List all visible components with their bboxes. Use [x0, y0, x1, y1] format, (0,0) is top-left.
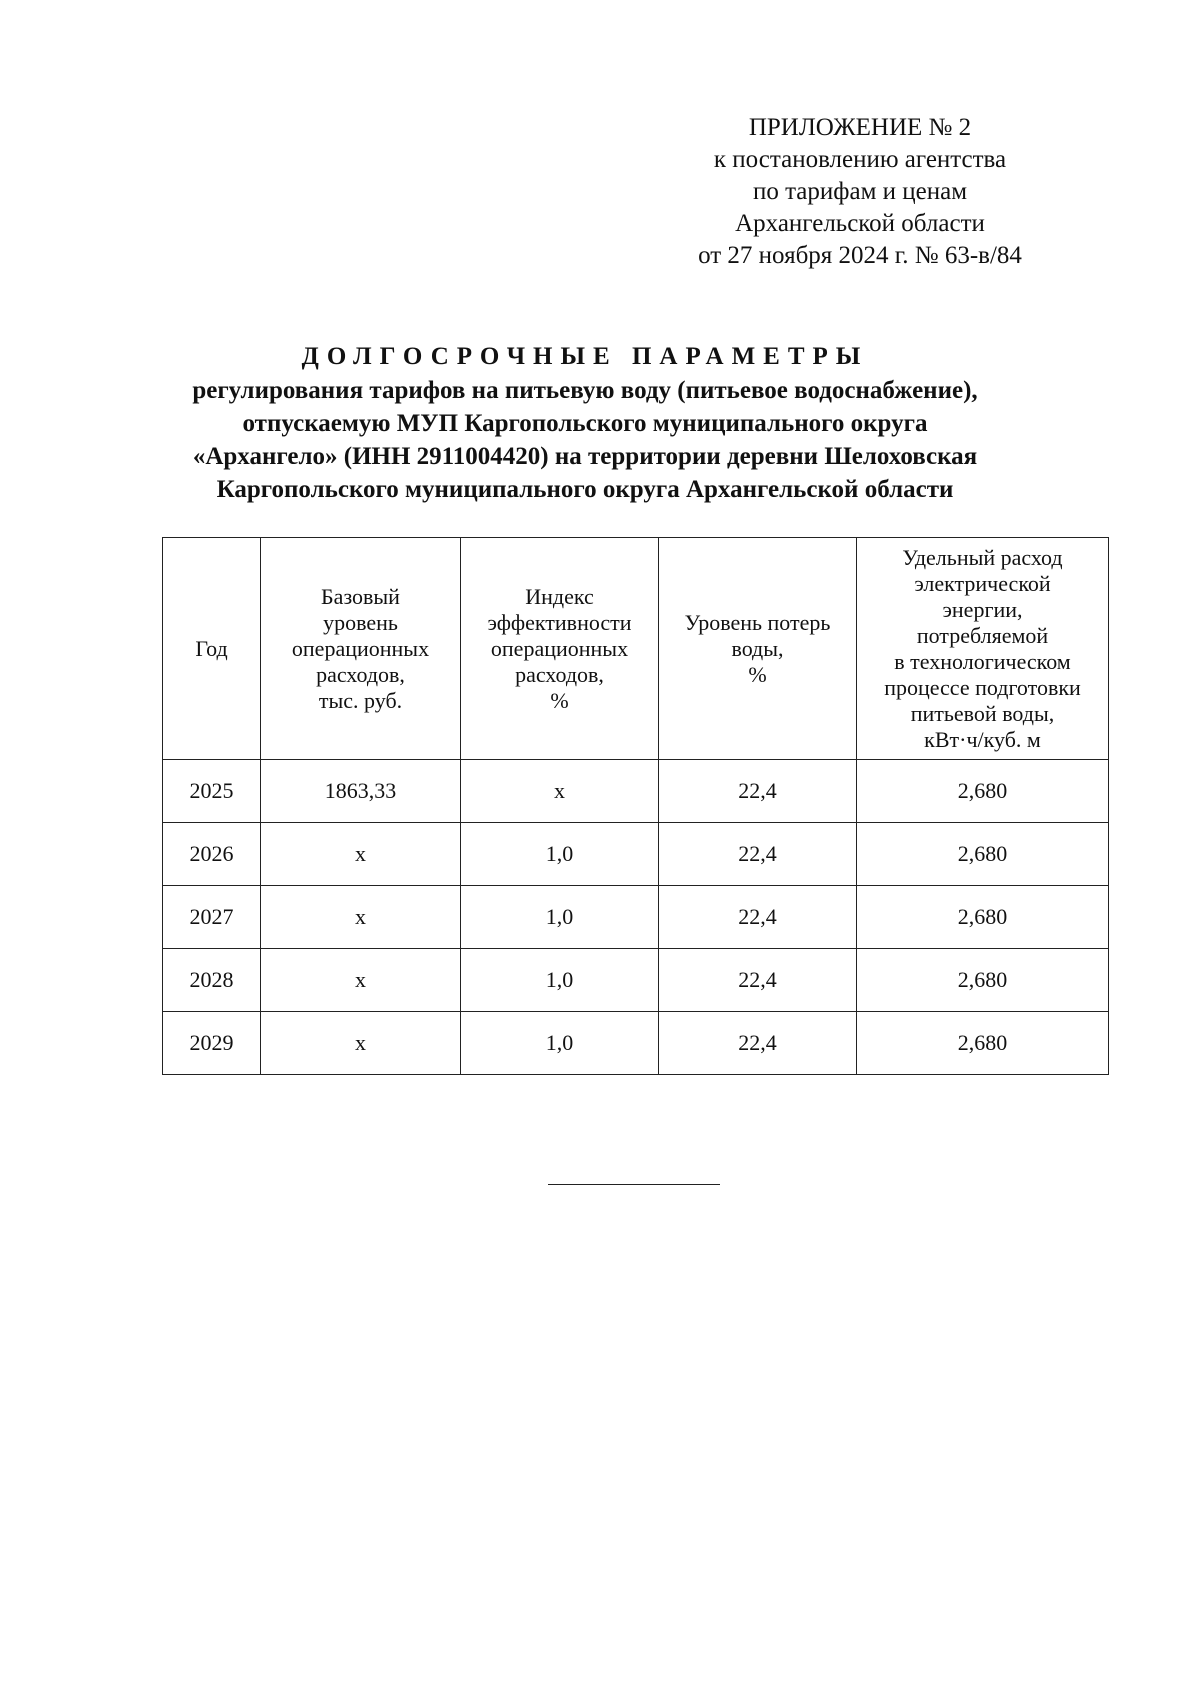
table-row [163, 886, 1109, 949]
header-efficiency-index: Индекс эффективности операционных расходов, % [461, 538, 659, 760]
cell-energy-consumption: 2,680 [857, 886, 1109, 949]
appendix-reference: к постановлению агентства [713, 146, 1007, 173]
table-row [163, 949, 1109, 1012]
cell-base-opex: х [261, 949, 461, 1012]
table-row [163, 760, 1109, 823]
appendix-agency: по тарифам и ценам [752, 178, 968, 205]
cell-water-loss: 22,4 [659, 949, 857, 1012]
cell-efficiency-index: 1,0 [461, 949, 659, 1012]
cell-water-loss: 22,4 [659, 886, 857, 949]
appendix-block [600, 112, 1120, 272]
table-header-row [163, 538, 1109, 760]
cell-year: 2028 [163, 949, 261, 1012]
cell-efficiency-index: х [461, 760, 659, 823]
header-base-opex: Базовый уровень операционных расходов, тыс. руб. [261, 538, 461, 760]
cell-water-loss: 22,4 [659, 823, 857, 886]
cell-base-opex: х [261, 886, 461, 949]
cell-energy-consumption: 2,680 [857, 949, 1109, 1012]
table-row [163, 1012, 1109, 1075]
cell-year: 2027 [163, 886, 261, 949]
header-water-loss: Уровень потерь воды, % [659, 538, 857, 760]
cell-water-loss: 22,4 [659, 1012, 857, 1075]
title-line: отпускаемую МУП Каргопольского муниципального округа [242, 410, 928, 437]
parameters-table [162, 537, 1109, 1075]
cell-efficiency-index: 1,0 [461, 1012, 659, 1075]
cell-energy-consumption: 2,680 [857, 823, 1109, 886]
cell-base-opex: 1863,33 [261, 760, 461, 823]
cell-year: 2029 [163, 1012, 261, 1075]
title-line: «Архангело» (ИНН 2911004420) на территории деревни Шелоховская [192, 443, 978, 470]
end-divider [548, 1184, 720, 1185]
header-year: Год [163, 538, 261, 760]
cell-efficiency-index: 1,0 [461, 886, 659, 949]
cell-base-opex: х [261, 823, 461, 886]
cell-energy-consumption: 2,680 [857, 760, 1109, 823]
title-heading: ДОЛГОСРОЧНЫЕ ПАРАМЕТРЫ [301, 343, 869, 370]
header-energy-consumption: Удельный расход электрической энергии, потребляемой в технологическом процессе подготовки питьевой воды, кВт·ч/куб. м [857, 538, 1109, 760]
cell-energy-consumption: 2,680 [857, 1012, 1109, 1075]
title-line: Каргопольского муниципального округа Архангельской области [216, 476, 954, 503]
appendix-date: от 27 ноября 2024 г. № 63-в/84 [698, 242, 1022, 269]
table-row [163, 823, 1109, 886]
appendix-region: Архангельской области [735, 210, 985, 237]
document-title [80, 340, 1090, 506]
cell-efficiency-index: 1,0 [461, 823, 659, 886]
cell-water-loss: 22,4 [659, 760, 857, 823]
appendix-number: ПРИЛОЖЕНИЕ № 2 [748, 114, 972, 141]
cell-base-opex: х [261, 1012, 461, 1075]
cell-year: 2025 [163, 760, 261, 823]
title-line: регулирования тарифов на питьевую воду (питьевое водоснабжение), [192, 377, 978, 404]
cell-year: 2026 [163, 823, 261, 886]
